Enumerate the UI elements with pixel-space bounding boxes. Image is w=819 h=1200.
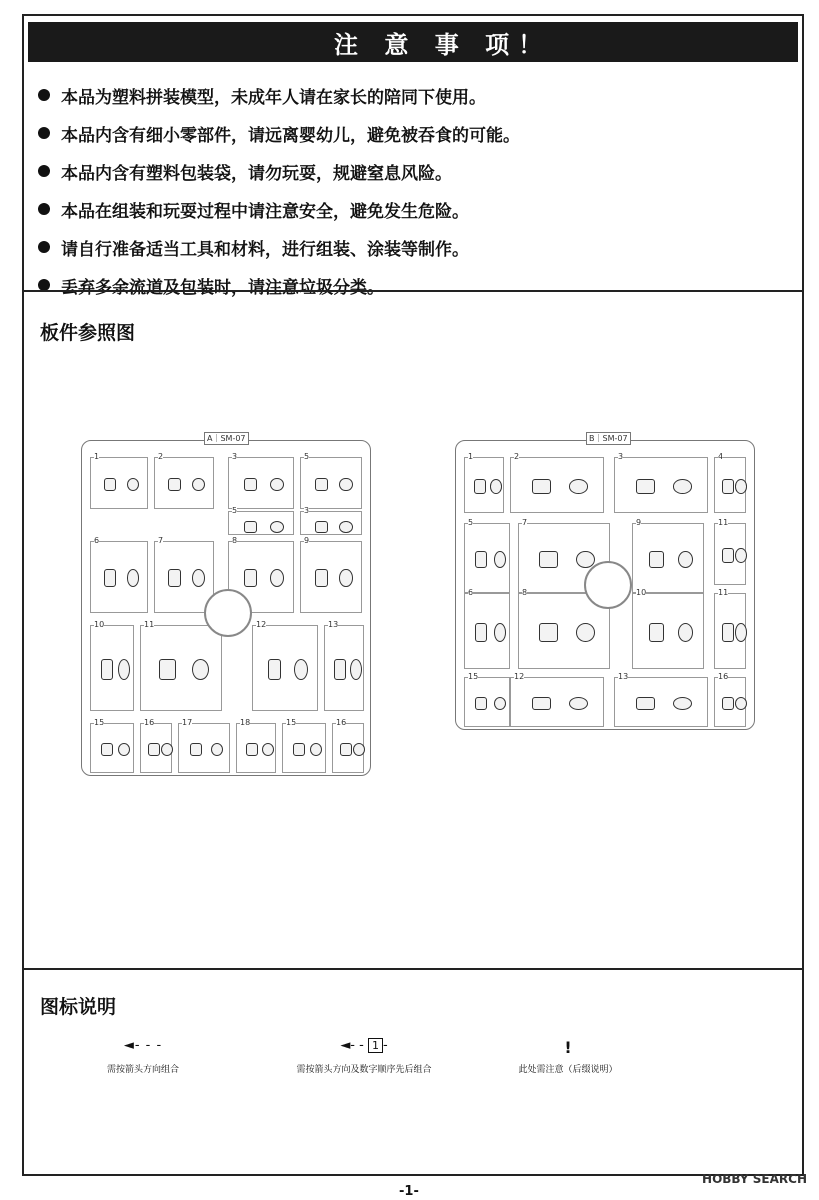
part-shape <box>270 569 284 587</box>
arrow-dashed-icon: ◄- - - <box>123 1038 163 1053</box>
part-shape <box>161 743 173 756</box>
part-shape <box>735 697 747 710</box>
runner-cell <box>714 672 746 727</box>
runner-cell <box>464 518 510 593</box>
cell-number: 11 <box>718 518 729 527</box>
runner-cell <box>332 718 364 773</box>
part-shape <box>118 743 130 756</box>
cell-number: 2 <box>514 452 520 461</box>
cell-number: 9 <box>304 536 310 545</box>
part-shape <box>340 743 352 756</box>
legend-item: ! 此处需注意（后缀说明） <box>498 1038 638 1075</box>
cell-number: 13 <box>618 672 629 681</box>
part-shape <box>334 659 346 680</box>
part-shape <box>569 697 588 710</box>
cell-number: 5 <box>304 452 310 461</box>
cell-number: 11 <box>718 588 729 597</box>
cell-number: 12 <box>514 672 525 681</box>
runner-cell <box>510 452 604 513</box>
part-shape <box>270 521 284 533</box>
part-shape <box>339 478 352 491</box>
part-shape <box>494 623 506 642</box>
cell-number: 17 <box>182 718 193 727</box>
caution-item: 本品内含有细小零部件，请远离婴幼儿，避免被吞食的可能。 <box>38 114 792 152</box>
divider <box>24 968 802 970</box>
part-shape <box>262 743 274 756</box>
runner-cell <box>90 536 148 613</box>
part-shape <box>192 478 205 491</box>
part-shape <box>649 551 664 568</box>
cell-number: 3 <box>618 452 624 461</box>
part-shape <box>353 743 365 756</box>
cell-number: 1 <box>468 452 474 461</box>
part-shape <box>270 478 284 491</box>
runner-cell <box>714 518 746 585</box>
page-number: -1- <box>399 1184 419 1199</box>
runner-cell <box>228 452 294 509</box>
page-frame <box>22 14 804 1176</box>
part-shape <box>104 569 116 587</box>
part-shape <box>722 623 734 642</box>
part-shape <box>539 551 558 568</box>
caution-item: 请自行准备适当工具和材料，进行组装、涂装等制作。 <box>38 228 792 266</box>
part-shape <box>211 743 223 756</box>
runner-cell <box>154 452 214 509</box>
runner-cell <box>154 536 214 613</box>
cell-number: 3 <box>232 452 238 461</box>
part-shape <box>315 521 328 533</box>
watermark-logo: HOBBY SEARCH <box>702 1172 807 1186</box>
cell-number: 11 <box>144 620 155 629</box>
cell-number: 9 <box>636 518 642 527</box>
cell-number: 2 <box>158 452 164 461</box>
cell-number: 5 <box>232 506 238 515</box>
part-shape <box>315 478 328 491</box>
part-shape <box>735 479 747 493</box>
runner-hub <box>584 561 632 609</box>
part-shape <box>148 743 160 756</box>
cell-number: 12 <box>256 620 267 629</box>
part-shape <box>104 478 116 491</box>
part-shape <box>192 569 205 587</box>
part-shape <box>539 623 558 642</box>
sheet-b-tag: B｜SM-07 <box>586 432 631 445</box>
cell-number: 1 <box>94 452 100 461</box>
part-shape <box>244 521 258 533</box>
part-shape <box>294 659 308 680</box>
cell-number: 8 <box>232 536 238 545</box>
legend-section-title: 图标说明 <box>40 996 117 1018</box>
runner-cell <box>300 506 362 535</box>
part-shape <box>244 478 258 491</box>
runner-cell <box>632 518 704 593</box>
runner-cell <box>464 672 510 727</box>
cell-number: 16 <box>144 718 155 727</box>
part-shape <box>268 659 282 680</box>
cell-number: 16 <box>718 672 729 681</box>
bullet-icon <box>38 127 50 139</box>
runner-cell <box>464 588 510 669</box>
part-shape <box>310 743 322 756</box>
cell-number: 15 <box>94 718 105 727</box>
part-shape <box>293 743 305 756</box>
part-shape <box>673 697 692 710</box>
part-shape <box>678 551 693 568</box>
runner-cell <box>282 718 326 773</box>
part-shape <box>127 569 139 587</box>
part-shape <box>168 478 181 491</box>
sheet-a-tag: A｜SM-07 <box>204 432 249 445</box>
part-shape <box>722 697 734 710</box>
bullet-icon <box>38 165 50 177</box>
part-shape <box>576 623 595 642</box>
part-shape <box>475 551 487 568</box>
runner-cell <box>464 452 504 513</box>
runner-sheet-b <box>455 434 755 730</box>
part-shape <box>532 479 551 493</box>
runner-cell <box>300 452 362 509</box>
part-shape <box>339 521 352 533</box>
part-shape <box>649 623 664 642</box>
runner-cell <box>300 536 362 613</box>
cell-number: 7 <box>158 536 164 545</box>
runner-cell <box>510 672 604 727</box>
cell-number: 5 <box>468 518 474 527</box>
part-shape <box>350 659 362 680</box>
bullet-icon <box>38 89 50 101</box>
cell-number: 10 <box>636 588 647 597</box>
part-shape <box>673 479 692 493</box>
runner-section-title: 板件参照图 <box>40 322 136 344</box>
part-shape <box>339 569 352 587</box>
runner-cell <box>90 620 134 711</box>
part-shape <box>576 551 595 568</box>
runner-cell <box>140 718 172 773</box>
cell-number: 10 <box>94 620 105 629</box>
part-shape <box>636 697 655 710</box>
part-shape <box>494 551 506 568</box>
part-shape <box>678 623 693 642</box>
part-shape <box>118 659 130 680</box>
bullet-icon <box>38 241 50 253</box>
cell-number: 6 <box>94 536 100 545</box>
runner-cell <box>236 718 276 773</box>
cell-number: 18 <box>240 718 251 727</box>
runner-cell <box>614 452 708 513</box>
part-shape <box>475 623 487 642</box>
runner-cell <box>614 672 708 727</box>
part-shape <box>192 659 209 680</box>
runner-cell <box>252 620 318 711</box>
runner-cell <box>90 452 148 509</box>
bullet-icon <box>38 203 50 215</box>
exclamation-icon: ! <box>564 1038 572 1057</box>
cell-number: 4 <box>718 452 724 461</box>
caution-item: 本品内含有塑料包装袋，请勿玩耍，规避窒息风险。 <box>38 152 792 190</box>
caution-banner <box>28 22 798 62</box>
cell-number: 6 <box>468 588 474 597</box>
part-shape <box>490 479 502 493</box>
part-shape <box>494 697 506 710</box>
part-shape <box>101 743 113 756</box>
caution-list <box>38 76 792 304</box>
part-shape <box>190 743 202 756</box>
legend-item: ◄- - - 需按箭头方向组合 <box>88 1038 198 1075</box>
part-shape <box>735 548 747 564</box>
runner-cell <box>228 506 294 535</box>
cell-number: 15 <box>468 672 479 681</box>
runner-hub <box>204 589 252 637</box>
caution-item: 丢弃多余流道及包装时，请注意垃圾分类。 <box>38 266 792 304</box>
part-shape <box>474 479 486 493</box>
runner-cell <box>632 588 704 669</box>
part-shape <box>101 659 113 680</box>
part-shape <box>244 569 258 587</box>
cell-number: 16 <box>336 718 347 727</box>
part-shape <box>722 479 734 493</box>
part-shape <box>735 623 747 642</box>
part-shape <box>159 659 176 680</box>
part-shape <box>168 569 181 587</box>
legend-item: ◄- - 1 - 需按箭头方向及数字顺序先后组合 <box>266 1038 462 1075</box>
cell-number: 15 <box>286 718 297 727</box>
arrow-numbered-icon: ◄- - 1 - <box>340 1038 388 1053</box>
part-shape <box>636 479 655 493</box>
caution-item: 本品在组装和玩耍过程中请注意安全，避免发生危险。 <box>38 190 792 228</box>
part-shape <box>246 743 258 756</box>
part-shape <box>722 548 734 564</box>
runner-cell <box>90 718 134 773</box>
caution-item: 本品为塑料拼装模型，未成年人请在家长的陪同下使用。 <box>38 76 792 114</box>
cell-number: 3 <box>304 506 310 515</box>
part-shape <box>532 697 551 710</box>
runner-cell <box>140 620 222 711</box>
part-shape <box>569 479 588 493</box>
part-shape <box>127 478 139 491</box>
runner-cell <box>324 620 364 711</box>
part-shape <box>315 569 328 587</box>
runner-cell <box>178 718 230 773</box>
cell-number: 13 <box>328 620 339 629</box>
runner-sheet-a <box>81 434 371 776</box>
part-shape <box>475 697 487 710</box>
caution-title: 注 意 事 项！ <box>334 30 552 59</box>
runner-cell <box>714 588 746 669</box>
runner-cell <box>714 452 746 513</box>
cell-number: 8 <box>522 588 528 597</box>
divider <box>24 290 802 292</box>
cell-number: 7 <box>522 518 528 527</box>
